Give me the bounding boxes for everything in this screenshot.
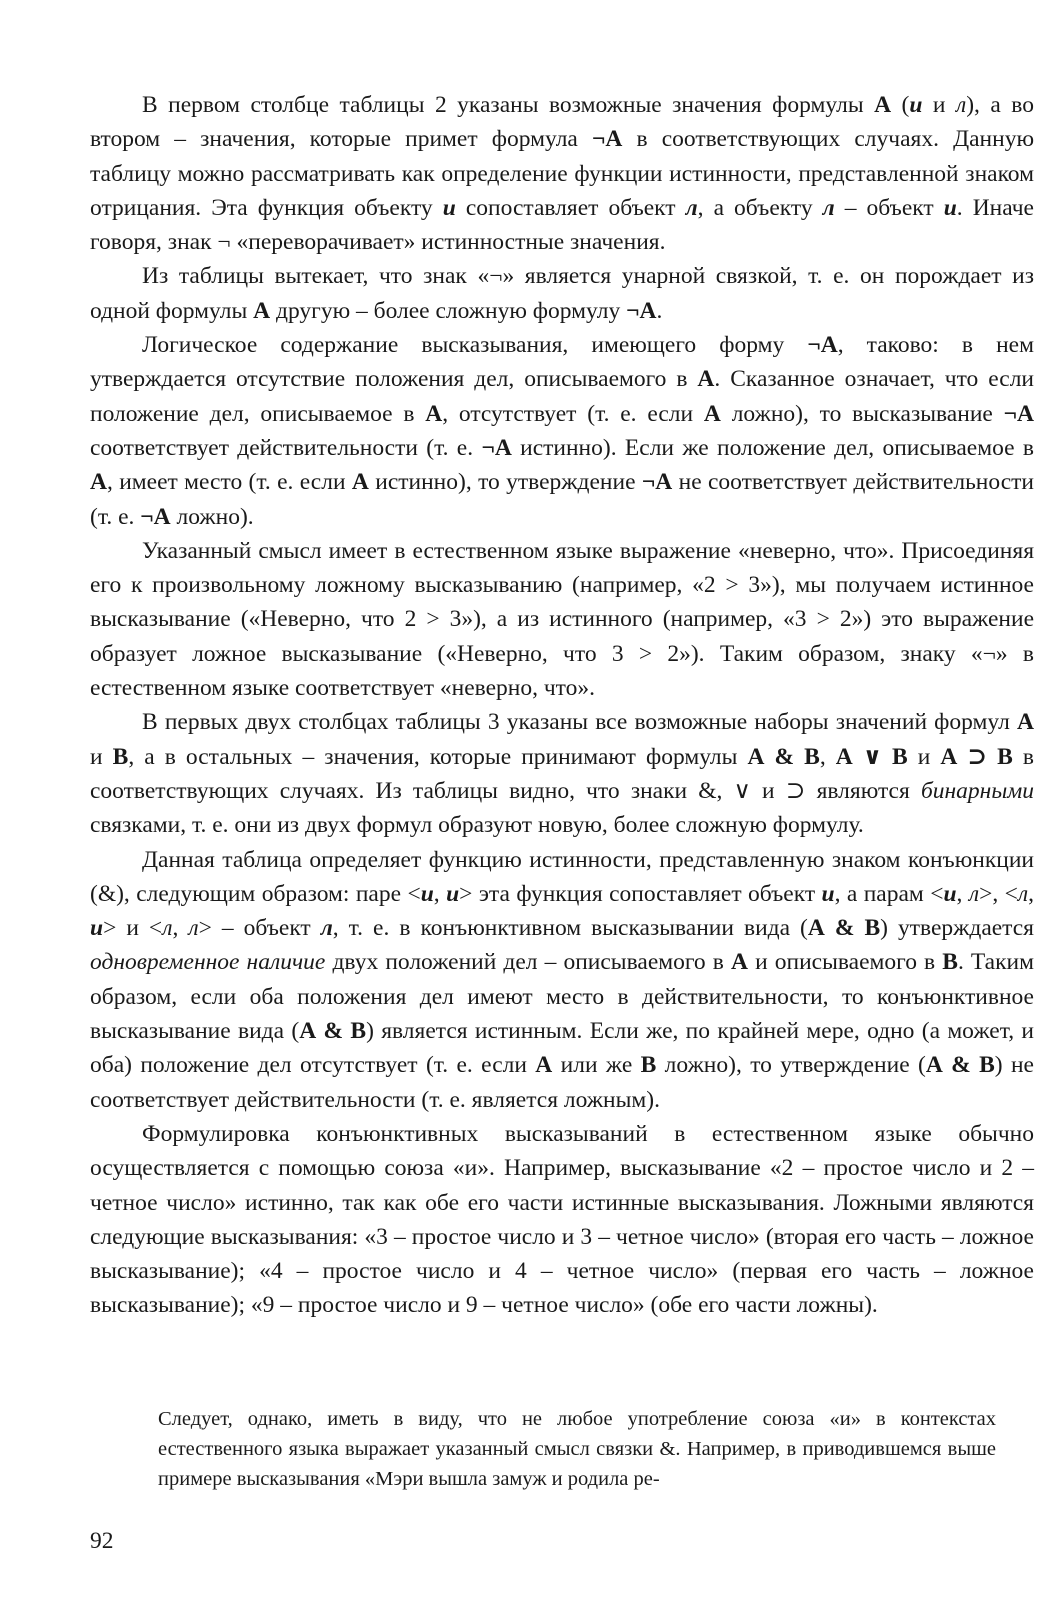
text-run: ¬А [591,126,623,153]
text-run: Из таблицы вытекает, что знак «¬» является унарной связкой, т. е. он порождает из одной формулы [90,263,1034,324]
text-run: А [703,400,721,427]
text-run: и [90,743,113,770]
text-run: А [874,92,892,118]
text-run: ( [891,92,910,118]
text-run: в соответствующих случаях. Данную таблицу можно рассматривать как определение функции истинности, представленной знаком отрицания. Эта функция объекту [90,126,1034,221]
text-run: ложно), то утверждение ( [656,1052,926,1079]
text-run: и описываемого в [747,949,943,976]
body-paragraph [90,1117,1034,1323]
text-run: А [730,949,748,976]
text-run: ) утверждается [880,915,1034,942]
text-run: не соответствует действительности (т. е. [90,469,1034,530]
text-run: ложно). [170,503,254,530]
page-number: 92 [90,1528,114,1554]
text-run: и [943,194,957,221]
note-block [158,1404,996,1494]
text-run: А [253,297,271,324]
text-run: , [956,880,969,907]
text-run: Указанный смысл имеет в естественном языке выражение «неверно, что». Присоединяя его к произвольному ложному высказыванию (например, «2 > 3»), мы получаем истинное высказывание («Неверно, что 2 > 3»), а из истинного (например, «3 > 2») это выражение образует ложное высказывание («Неверно, что 3 > 2»). Таким образом, знаку «¬» в естественном языке соответствует «неверно, что». [90,537,1034,702]
body-paragraph [90,843,1034,1117]
text-run: ¬А [641,469,673,496]
text-run: л [1017,880,1029,907]
text-run: А [425,400,443,427]
text-run: в соответствующих случаях. Из таблицы видно, что знаки &, ∨ и ⊃ являются [90,743,1034,804]
text-run: , таково: в нем утверждается отсутствие положения дел, описываемого в [90,332,1034,393]
text-run: . [656,297,663,324]
text-run: , т. е. в конъюнктивном высказывании вида ( [332,915,808,942]
text-run: Данная таблица определяет функцию истинности, представленную знаком конъюнкции (&), следующим образом: паре < [90,846,1034,907]
text-run: , а объекту [697,194,823,221]
text-run: Формулировка конъюнктивных высказываний в естественном языке обычно осуществляется с помощью союза «и». Например, высказывание «2 – простое число и 2 – четное число» истинно, так как обе его части истинные высказывания. Ложными являются следующие высказывания: «3 – простое число и 3 – четное число» (вторая его часть – ложное высказывание); «4 – простое число и 4 – четное число» (первая его часть – ложное высказывание); «9 – простое число и 9 – четное число» (обе его части ложны). [90,1120,1034,1319]
text-run: л [320,915,333,942]
text-run: , [172,915,189,942]
text-run: и [442,194,456,221]
text-run: двух положений дел – описываемого в [325,949,731,976]
text-run: соответствует действительности (т. е. [90,434,482,461]
text-run: , а парам < [834,880,944,907]
text-run: л [822,194,835,221]
text-run: А & В [747,743,820,770]
text-run: л [685,194,698,221]
text-run: ложно), то высказывание [720,400,1004,427]
text-run: >, < [979,880,1018,907]
text-run: л [188,915,199,942]
text-run: А [697,366,715,393]
text-run: ¬А [626,297,657,324]
text-run: А [1017,709,1034,736]
text-run: и [821,880,835,907]
text-run: , [1028,880,1034,907]
text-run: одновременное наличие [90,949,326,976]
text-run: и [420,880,434,907]
text-run: . Таким образом, если оба положения дел имеют место в действительности, то конъюнктивное высказывание вида ( [90,949,1034,1045]
text-run: л [968,880,980,907]
text-run: ¬А [807,332,838,359]
text-run: А [90,469,107,496]
text-run: и [922,92,956,118]
text-run: . Сказанное означает, что если положение дел, описываемое в [90,366,1034,427]
text-run: истинно). Если же положение дел, описываемое в [511,434,1034,461]
text-run: > и < [103,915,163,942]
text-run: В первом столбце таблицы 2 указаны возможные значения формулы [142,92,875,118]
body-paragraph [90,328,1034,534]
body-paragraph [90,705,1034,842]
text-run: или же [552,1052,641,1079]
text-run: бинарными [920,777,1034,804]
text-run: > – объект [198,915,321,942]
text-run: В [112,743,129,770]
text-run: – объект [834,194,944,221]
text-run: истинно), то утверждение [368,469,642,496]
text-run: А [351,469,369,496]
note-paragraph: Следует, однако, иметь в виду, что не любое употребление союза «и» в контекстах естественного языка выражает указанный смысл связки &. Например, в приводившемся выше примере высказывания «Мэри вышла замуж и родила ре- [158,1408,996,1490]
text-run: связками, т. е. они из двух формул образуют новую, более сложную формулу. [90,812,864,839]
text-run: ) не соответствует действительности (т. е. является ложным). [90,1052,1034,1113]
body-paragraph [90,534,1034,705]
text-run: ) является истинным. Если же, по крайней мере, одно (а может, и оба) положение дел отсутствует (т. е. если [90,1018,1034,1079]
body-paragraph [90,88,1034,259]
text-run: л [955,92,967,118]
text-run: А ∨ В [835,743,908,770]
text-run: , [819,743,836,770]
text-run: А ⊃ В [940,743,1013,770]
text-run: ), а во втором – значения, которые примет формула [90,92,1034,153]
text-run: и [907,743,941,770]
text-run: В [942,949,958,976]
text-run: . Иначе говоря, знак ¬ «переворачивает» истинностные значения. [90,194,1034,256]
text-run: и [909,92,923,118]
text-run: А [535,1052,553,1079]
text-run: А & В [299,1018,367,1045]
text-run: и [90,915,104,942]
text-run: и [446,880,460,907]
text-run: , отсутствует (т. е. если [442,400,704,427]
text-run: , имеет место (т. е. если [106,469,352,496]
text-run: , а в остальных – значения, которые принимают формулы [128,743,748,770]
text-run: другую – более сложную формулу [270,297,627,324]
body-paragraph [90,259,1034,328]
text-run: > эта функция сопоставляет объект [459,880,822,907]
text-run: ¬А [1003,400,1034,427]
text-run: сопоставляет объект [455,194,686,221]
text-run: В [640,1052,657,1079]
text-run: л [162,915,173,942]
text-run: ¬А [140,503,171,530]
main-text-block [90,88,1034,1323]
text-run: и [943,880,957,907]
text-run: А & В [925,1052,995,1079]
text-run: А & В [807,915,881,942]
text-run: Логическое содержание высказывания, имеющего форму [142,332,808,359]
text-run: , [433,880,447,907]
text-run: В первых двух столбцах таблицы 3 указаны все возможные наборы значений формул [142,709,1018,736]
text-run: ¬А [481,434,512,461]
